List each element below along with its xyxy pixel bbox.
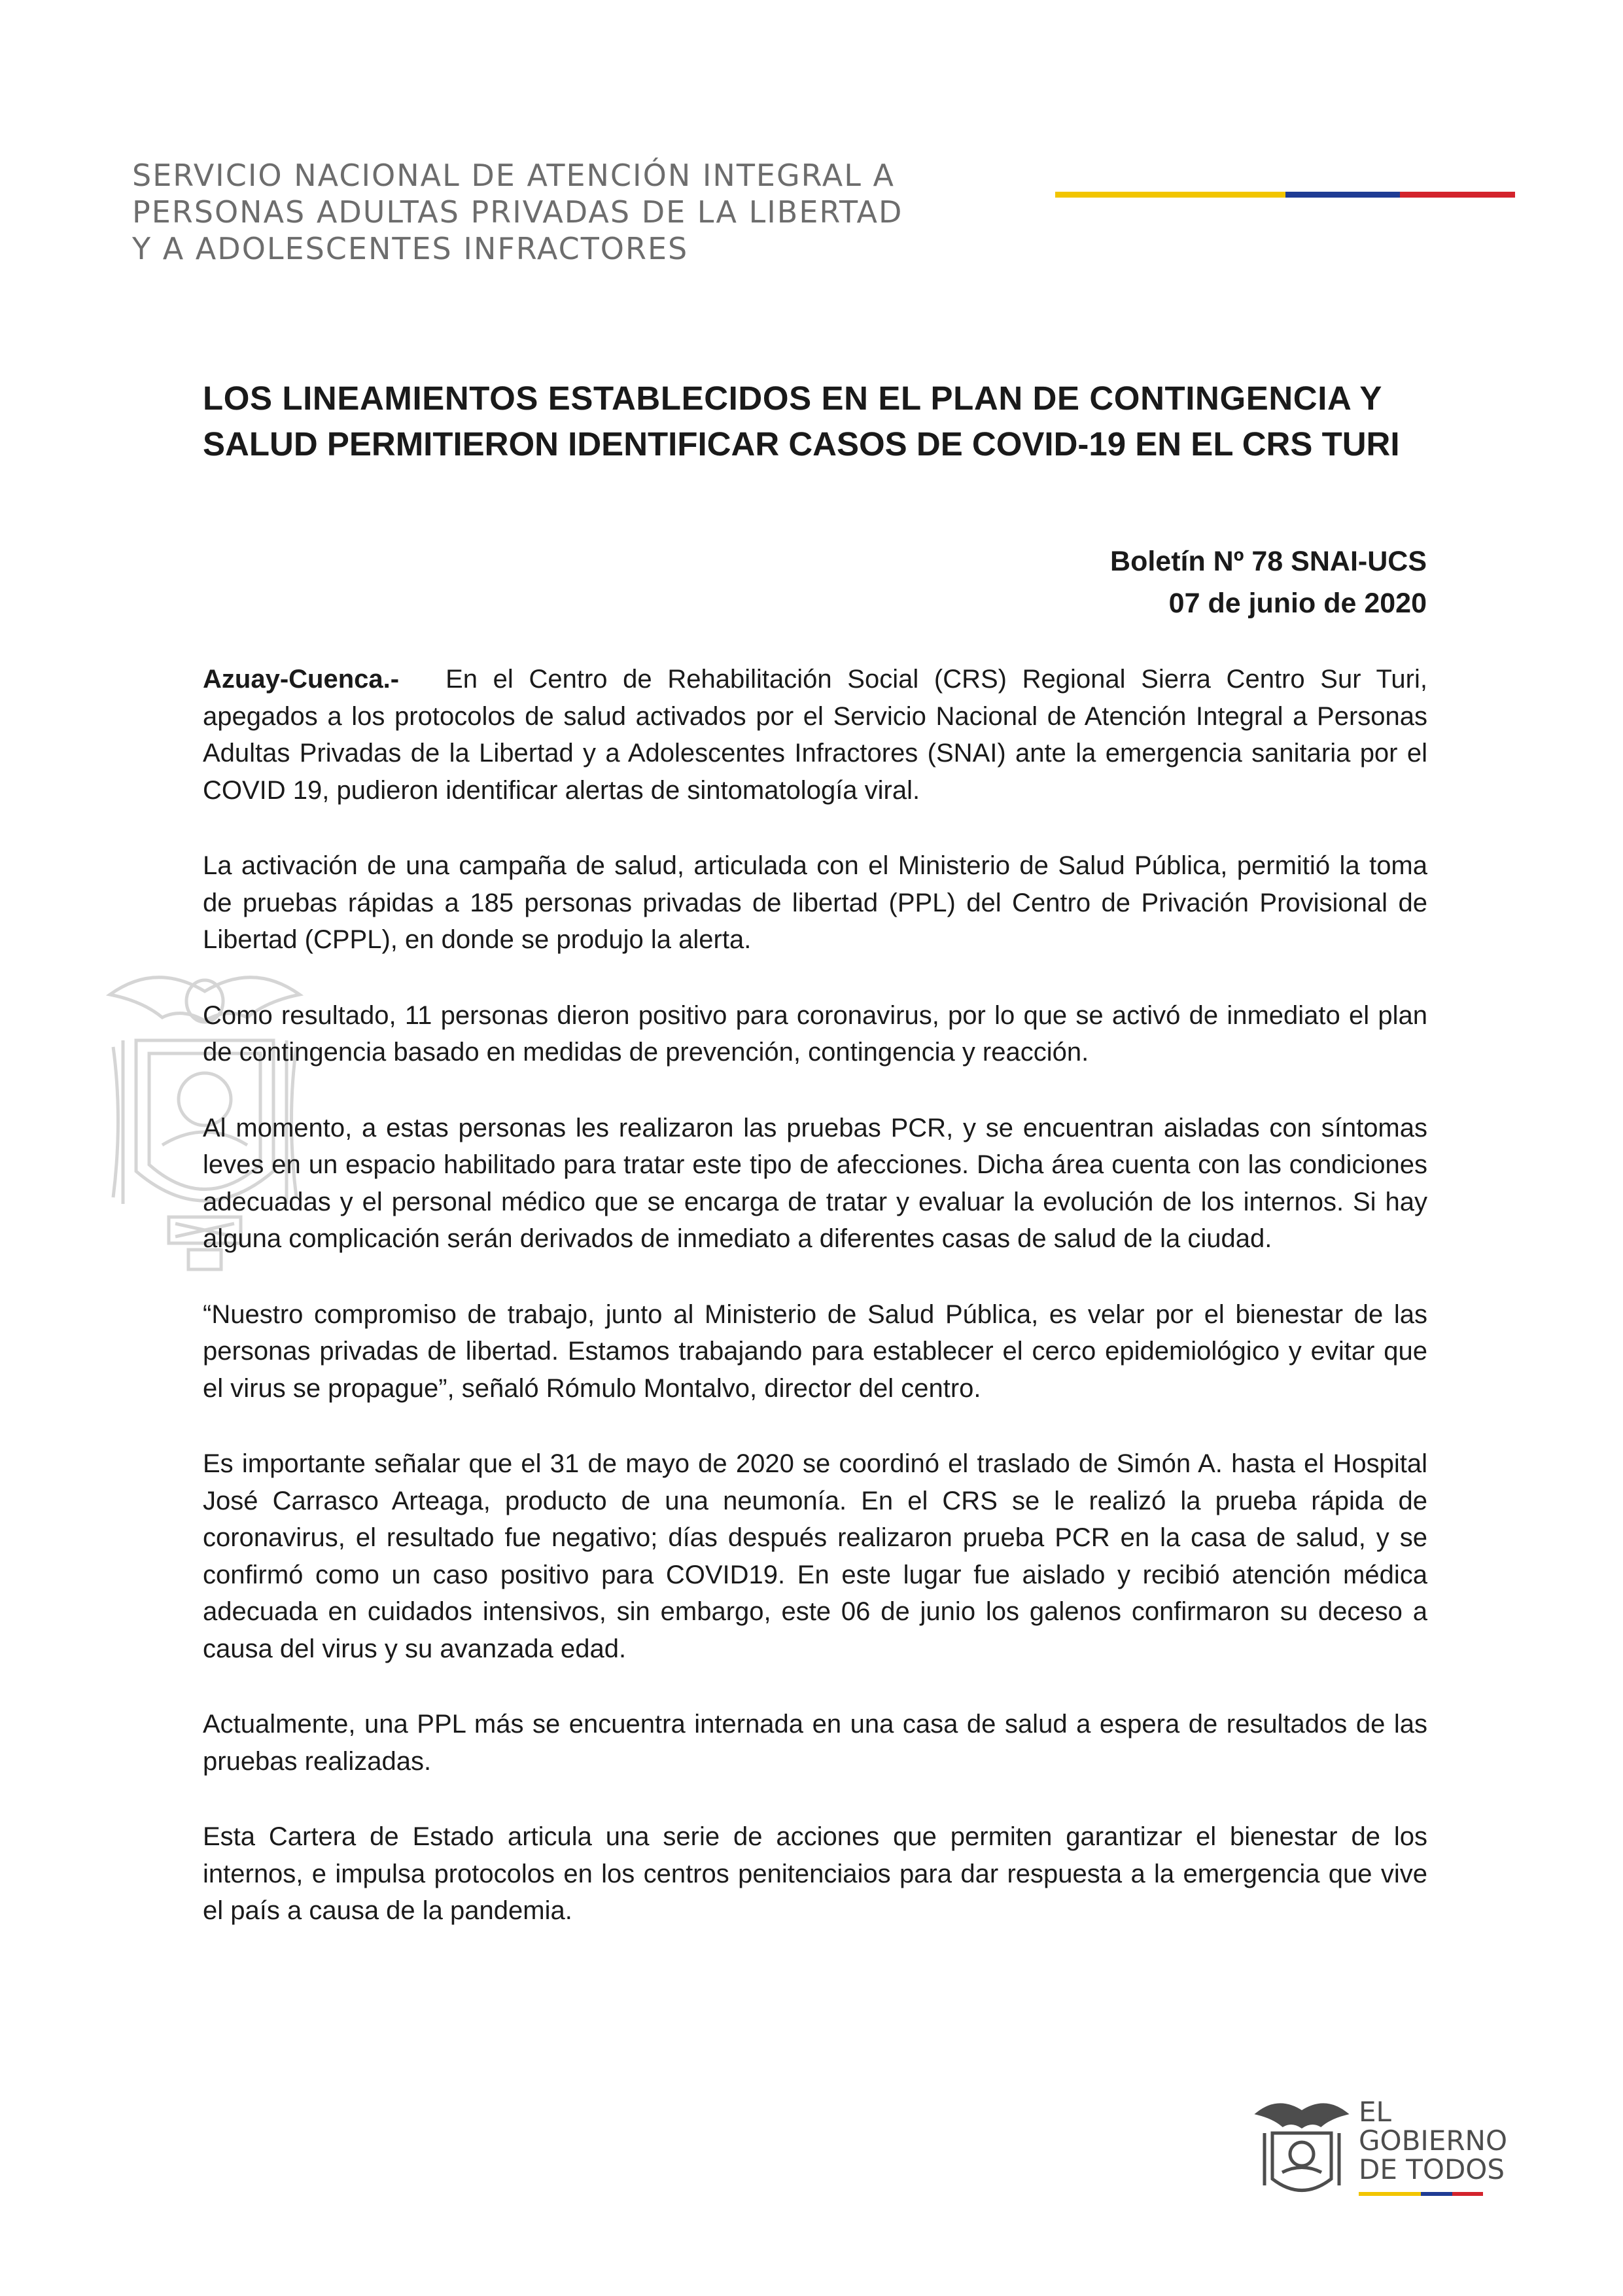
logo-line: DE TODOS	[1359, 2153, 1505, 2185]
logo-wordmark	[1359, 2098, 1507, 2184]
body-paragraph: Es importante señalar que el 31 de mayo de 2020 se coordinó el traslado de Simón A. hasta el Hospital José Carrasco Arteaga, producto de una neumonía. En el CRS se le realizó la prueba rápida de coronavirus, el resultado fue negativo; días después realizaron prueba PCR en la casa de salud, y se confirmó como un caso positivo para COVID19. En este lugar fue aislado y recibió atención médica adecuada en cuidados intensivos, sin embargo, este 06 de junio los galenos confirmaron su deceso a causa del virus y su avanzada edad.	[203, 1449, 1427, 1663]
bulletin-meta	[1110, 540, 1427, 624]
institution-line: PERSONAS ADULTAS PRIVADAS DE LA LIBERTAD	[132, 194, 903, 230]
bulletin-date: 07 de junio de 2020	[1168, 588, 1427, 619]
body-paragraph: “Nuestro compromiso de trabajo, junto al Ministerio de Salud Pública, es velar por el bienestar de las personas privadas de libertad. Estamos trabajando para establecer el cerco epidemiológico y evitar que el virus se propague”, señaló Rómulo Montalvo, director del centro.	[203, 1299, 1427, 1403]
logo-line: EL	[1359, 2096, 1391, 2128]
flag-color-bar	[1055, 192, 1515, 198]
body-paragraph: La activación de una campaña de salud, articulada con el Ministerio de Salud Pública, permitió la toma de pruebas rápidas a 185 personas privadas de libertad (PPL) del Centro de Privación Provisional de Libertad (CPPL), en donde se produjo la alerta.	[203, 851, 1427, 954]
lead-location: Azuay-Cuenca.-	[203, 665, 400, 694]
body-paragraph: Al momento, a estas personas les realizaron las pruebas PCR, y se encuentran aisladas con síntomas leves en un espacio habilitado para tratar este tipo de afecciones. Dicha área cuenta con las condiciones adecuadas y el personal médico que se encarga de tratar y evaluar la evolución de los internos. Si hay alguna complicación serán derivados de inmediato a diferentes casas de salud de la ciudad.	[203, 1113, 1427, 1253]
logo-color-bar	[1359, 2192, 1483, 2196]
bulletin-body	[203, 661, 1427, 1968]
logo-red-segment	[1452, 2192, 1484, 2196]
flag-red-segment	[1400, 192, 1515, 198]
logo-blue-segment	[1421, 2192, 1452, 2196]
ecuador-coat-of-arms-icon	[1253, 2094, 1351, 2205]
gobierno-de-todos-logo	[1253, 2094, 1527, 2205]
paragraph-text: En el Centro de Rehabilitación Social (CRS) Regional Sierra Centro Sur Turi, apegados a los protocolos de salud activados por el Servicio Nacional de Atención Integral a Personas Adultas Privadas de la Libertad y a Adolescentes Infractores (SNAI) ante la emergencia sanitaria por el COVID 19, pudieron identificar alertas de sintomatología viral.	[203, 665, 1427, 805]
headline-line: SALUD PERMITIERON IDENTIFICAR CASOS DE COVID-19 EN EL CRS TURI	[203, 425, 1400, 463]
flag-yellow-segment	[1055, 192, 1285, 198]
institution-line: Y A ADOLESCENTES INFRACTORES	[132, 231, 689, 266]
logo-yellow-segment	[1359, 2192, 1421, 2196]
institution-name	[132, 157, 983, 267]
body-paragraph	[203, 661, 1427, 809]
bulletin-number: Boletín Nº 78 SNAI-UCS	[1110, 546, 1427, 577]
logo-line: GOBIERNO	[1359, 2125, 1508, 2157]
headline	[203, 376, 1426, 467]
headline-line: LOS LINEAMIENTOS ESTABLECIDOS EN EL PLAN DE CONTINGENCIA Y	[203, 380, 1382, 417]
institution-line: SERVICIO NACIONAL DE ATENCIÓN INTEGRAL A	[132, 158, 895, 193]
body-paragraph: Como resultado, 11 personas dieron positivo para coronavirus, por lo que se activó de inmediato el plan de contingencia basado en medidas de prevención, contingencia y reacción.	[203, 1000, 1427, 1067]
body-paragraph: Esta Cartera de Estado articula una serie de acciones que permiten garantizar el bienestar de los internos, e impulsa protocolos en los centros penitenciaios para dar respuesta a la emergencia que vive el país a causa de la pandemia.	[203, 1822, 1427, 1925]
flag-blue-segment	[1285, 192, 1401, 198]
body-paragraph: Actualmente, una PPL más se encuentra internada en una casa de salud a espera de resultados de las pruebas realizadas.	[203, 1710, 1427, 1776]
